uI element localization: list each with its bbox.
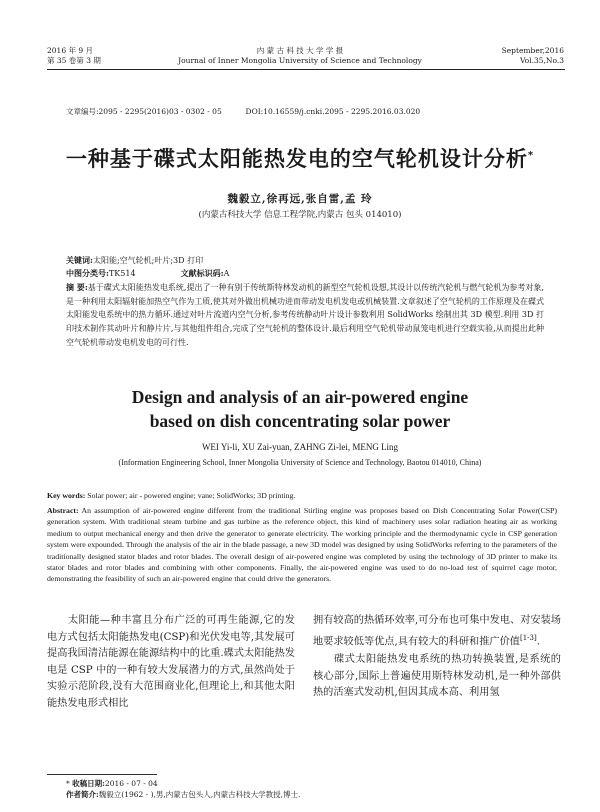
- doc-code-label: 文献标识码:: [180, 268, 224, 278]
- abstract-cn-text: 基于碟式太阳能热发电系统,提出了一种有别于传统斯特林发动机的新型空气轮机设想,其设计以传统汽轮机与燃气轮机为参考对象,是一种利用太阳辐射能加热空气作为工质,使其对外做出机械功进而带动发电机发电或机械装置.文章叙述了空气轮机的工作原理及在碟式太阳能发电系统中的热力循环.通过对叶片流道内空气分析,参考传统静动叶片设计参数利用 SolidWorks 绘制出其 3D 模型.利用 3D 打印技术制作其动叶片和静片片,与其他组件组合,完成了空气轮机的整体设计.最后利用空气轮机带动鼠笼电机进行空载实验,从而提出此种空气轮机带动发电机发电的可行性.: [66, 283, 544, 347]
- footnote-rule: [47, 774, 157, 775]
- keywords-cn-block: [66, 254, 544, 267]
- header-right: [502, 46, 564, 66]
- title-footnote-mark: *: [527, 150, 535, 161]
- abstract-en: [47, 505, 557, 585]
- authors-cn: 魏毅立,徐再远,张自雷,孟 玲: [227, 193, 373, 205]
- footnote-received: * 收稿日期:2016 - 07 - 04: [66, 779, 158, 788]
- body-column-right: [313, 613, 561, 702]
- keywords-en-block: [47, 490, 557, 501]
- header-month-en: September,2016: [501, 46, 564, 55]
- footnote-author: 作者简介:魏毅立(1962 - ),男,内蒙古包头人,内蒙古科技大学教授,博士.: [66, 789, 301, 799]
- abstract-en-text: An assumption of air-powered engine different from the traditional Stirling engine was proposes based on Dish Concentrating Solar Power(CSP) generation system. With traditional steam turbine and gas turbine as the reference object, this kind of machinery uses solar radiation heating air as working medium to output mechanical energy and then drive the generator to generate electricity. The working principle and the thermodynamic cycle in CSP generation system were expounded. Through the analysis of the air in the blade passage, a new 3D model was designed by using SolidWorks referring to the parameters of the traditionally designed stator blades and rotor blades. The overall design of air-powered engine was completed by using the technology of 3D printer to make its stator blades and rotor blades and combining with other components. Finally, the air-powered engine was used to do no-load test of squirrel cage motor, demonstrating the feasibility of such an air-powered engine that could drive the generators.: [47, 506, 557, 584]
- body-right-para2: 碟式太阳能热发电系统的热功转换装置,是系统的核心部分,国际上普遍使用斯特林发动机,是一种外部供热的活塞式发动机,但因其成本高、利用氢: [313, 654, 561, 699]
- header-date: 2016 年 9 月: [47, 46, 94, 55]
- keywords-cn-label: 关键词:: [66, 255, 93, 265]
- title-cn-text: 一种基于碟式太阳能热发电的空气轮机设计分析: [65, 147, 528, 171]
- header-journal-en: Journal of Inner Mongolia University of Science and Technology: [178, 56, 422, 65]
- body-right-para1: 拥有较高的热循环效率,可分布也可集中发电、对安装场地要求较低等优点,具有较大的科研和推广价值[1-3].: [313, 615, 561, 647]
- title-en: [0, 385, 600, 433]
- header-journal-cn: 内 蒙 古 科 技 大 学 学 报: [256, 46, 344, 55]
- title-en-text: Design and analysis of an air-powered engine based on dish concentrating solar power: [131, 387, 469, 431]
- body-left-text: 太阳能—种丰富且分布广泛的可再生能源,它的发电方式包括太阳能热发电(CSP)和光伏发电等,其发展可提高我国清洁能源在能源结构中的比重.碟式太阳能热发电是 CSP 中的一种有较大发展潜力的方式,虽然尚处于实验示范阶段,没有大范围商业化,但理论上,和其他太阳能热发电形式相比: [47, 615, 295, 709]
- abstract-cn-label: 摘 要:: [66, 282, 88, 292]
- abstract-en-label: Abstract:: [47, 506, 79, 515]
- header-rule: [47, 69, 565, 70]
- keywords-cn: 太阳能;空气轮机;叶片;3D 打印: [92, 256, 204, 265]
- body-column-left: [47, 613, 295, 712]
- authors-en: WEI Yi-li, XU Zai-yuan, ZAHNG Zi-lei, MENG Ling: [201, 442, 399, 452]
- abstract-cn: [66, 281, 544, 350]
- keywords-en: Solar power; air - powered engine; vane; SolidWorks; 3D printing.: [87, 491, 296, 500]
- class-code: TK514: [108, 269, 136, 278]
- article-info: 文章编号:2095 - 2295(2016)03 - 0302 - 05 DOI:10.16559/j.cnki.2095 - 2295.2016.03.020: [66, 107, 421, 116]
- header-volume-cn: 第 35 卷第 3 期: [47, 56, 101, 65]
- citation-1-3: [1-3]: [520, 633, 537, 642]
- affiliation-en: (Information Engineering School, Inner Mongolia University of Science and Technology, Baotou 014010, China): [118, 458, 482, 467]
- footnote: [66, 779, 300, 800]
- header-volume-en: Vol.35,No.3: [519, 56, 564, 65]
- keywords-en-label: Key words:: [47, 491, 86, 500]
- class-label: 中图分类号:: [66, 268, 109, 278]
- title-cn: [0, 143, 600, 173]
- doc-code: A: [223, 269, 230, 278]
- classification-block: [66, 267, 544, 280]
- affiliation-cn: (内蒙古科技大学 信息工程学院,内蒙古 包头 014010): [198, 210, 402, 220]
